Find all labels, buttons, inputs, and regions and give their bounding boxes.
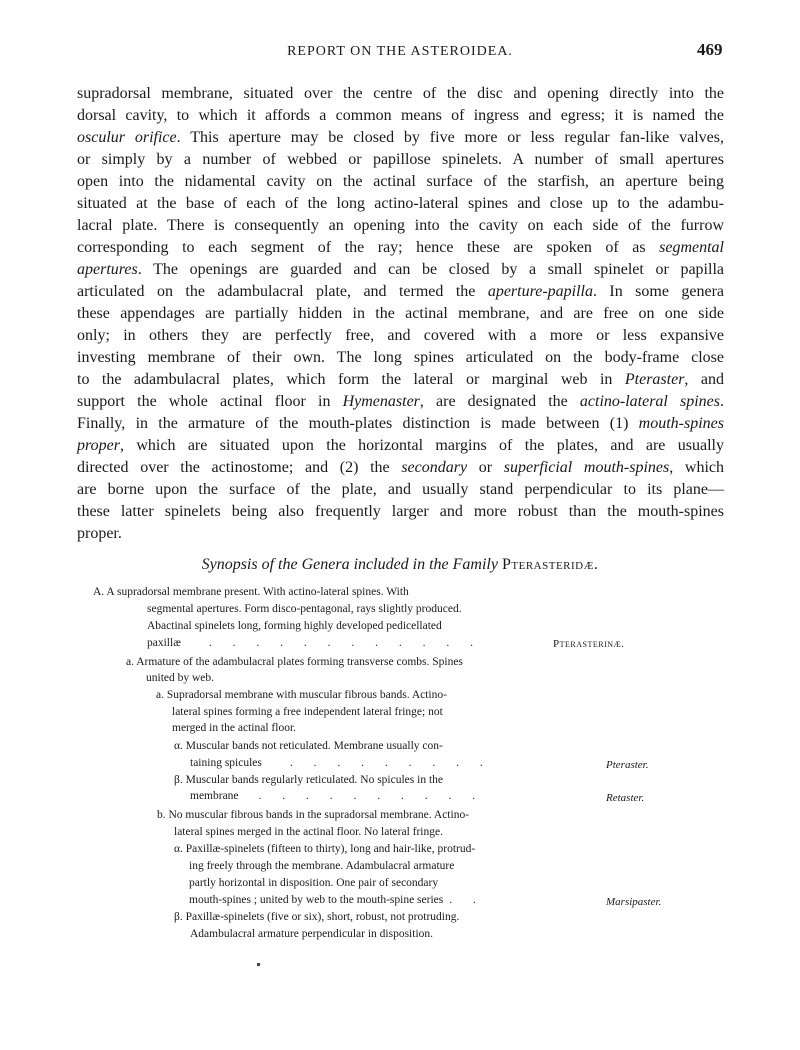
key-entry-b-alpha: α. Paxillæ-spinelets (fifteen to thirty), long and hair-like, protrud- (174, 843, 476, 855)
body-line: dorsal cavity, to which it affords a common means of ingress and egress; it is named the (77, 107, 724, 124)
body-line: Finally, in the armature of the mouth-plates distinction is made between (1) mouth-spines (77, 415, 724, 432)
key-entry-b-beta: Adambulacral armature perpendicular in disposition. (190, 928, 434, 940)
synopsis-title: Synopsis of the Genera included in the Family (201, 556, 498, 573)
body-line: proper, which are situated upon the horizontal margins of the plates, and are usually (77, 437, 724, 454)
body-line: proper. (77, 525, 122, 542)
genus-name: Marsipaster. (606, 896, 662, 908)
key-entry-aa: merged in the actinal floor. (172, 722, 297, 734)
body-line: are borne upon the surface of the plate, and usually stand perpendicular to its plane— (77, 481, 724, 498)
body-line: support the whole actinal floor in Hymenaster, are designated the actino-lateral spines. (77, 393, 724, 410)
body-line: or simply by a number of webbed or papillose spinelets. A number of small apertures (77, 151, 724, 168)
body-line: only; in others they are perfectly free, and covered with a more or less expansive (77, 327, 724, 344)
key-entry-b-alpha: partly horizontal in disposition. One pair of secondary (189, 877, 439, 889)
body-line: open into the nidamental cavity on the actinal surface of the starfish, an aperture being (77, 173, 724, 190)
body-line: situated at the base of each of the long actino-lateral spines and close up to the adambu- (77, 195, 724, 212)
body-line: investing membrane of their own. The long spines articulated on the body-frame close (77, 349, 724, 366)
key-entry-alpha: taining spicules . . . . . . . . . (190, 757, 492, 769)
key-entry-beta: membrane . . . . . . . . . . (190, 790, 485, 802)
body-line: corresponding to each segment of the ray; hence these are spoken of as segmental (77, 239, 724, 256)
key-entry-b: lateral spines merged in the actinal floor. No lateral fringe. (174, 826, 443, 838)
body-line: to the adambulacral plates, which form the lateral or marginal web in Pteraster, and (77, 371, 724, 388)
key-entry-beta: β. Muscular bands regularly reticulated. No spicules in the (174, 774, 443, 786)
running-title: REPORT ON THE ASTEROIDEA. (287, 44, 513, 59)
body-line: directed over the actinostome; and (2) the secondary or superficial mouth-spines, which (77, 459, 725, 476)
body-line: these appendages are partially hidden in the actinal membrane, and are free on one side (77, 305, 724, 322)
key-entry-A: segmental apertures. Form disco-pentagonal, rays slightly produced. (147, 603, 462, 615)
key-entry-b-alpha: mouth-spines ; united by web to the mouth-spine series . . (189, 894, 485, 906)
key-entry-A: A. A supradorsal membrane present. With actino-lateral spines. With (93, 586, 409, 598)
body-line: supradorsal membrane, situated over the centre of the disc and opening directly into the (77, 85, 724, 102)
body-line: apertures. The openings are guarded and can be closed by a small spinelet or papilla (77, 261, 724, 278)
genus-name: Pteraster. (606, 759, 649, 771)
key-entry-b-beta: β. Paxillæ-spinelets (five or six), short, robust, not protruding. (174, 911, 460, 923)
genus-name: Retaster. (606, 792, 645, 804)
body-line: osculur orifice. This aperture may be closed by five more or less regular fan-like valves, (77, 129, 725, 146)
print-mark (257, 963, 260, 966)
body-line: these latter spinelets being also frequently larger and more robust than the mouth-spines (77, 503, 724, 520)
key-entry-a: a. Armature of the adambulacral plates forming transverse combs. Spines (126, 656, 463, 668)
tribe-name: Pterasterinæ. (553, 638, 625, 650)
key-entry-b-alpha: ing freely through the membrane. Adambulacral armature (189, 860, 455, 872)
body-line: lacral plate. There is consequently an opening into the cavity on each side of the furrow (77, 217, 724, 234)
page-number: 469 (697, 40, 723, 59)
key-entry-aa: lateral spines forming a free independent lateral fringe; not (172, 706, 443, 718)
key-entry-a: united by web. (146, 672, 215, 684)
key-entry-A: Abactinal spinelets long, forming highly developed pedicellated (147, 620, 442, 632)
family-name: Pterasteridæ. (501, 556, 599, 573)
key-entry-A: paxillæ . . . . . . . . . . . . (147, 637, 482, 649)
body-line: articulated on the adambulacral plate, and termed the aperture-papilla. In some genera (77, 283, 724, 300)
key-entry-aa: a. Supradorsal membrane with muscular fibrous bands. Actino- (156, 689, 447, 701)
key-entry-b: b. No muscular fibrous bands in the supradorsal membrane. Actino- (157, 809, 470, 821)
key-entry-alpha: α. Muscular bands not reticulated. Membrane usually con- (174, 740, 443, 752)
